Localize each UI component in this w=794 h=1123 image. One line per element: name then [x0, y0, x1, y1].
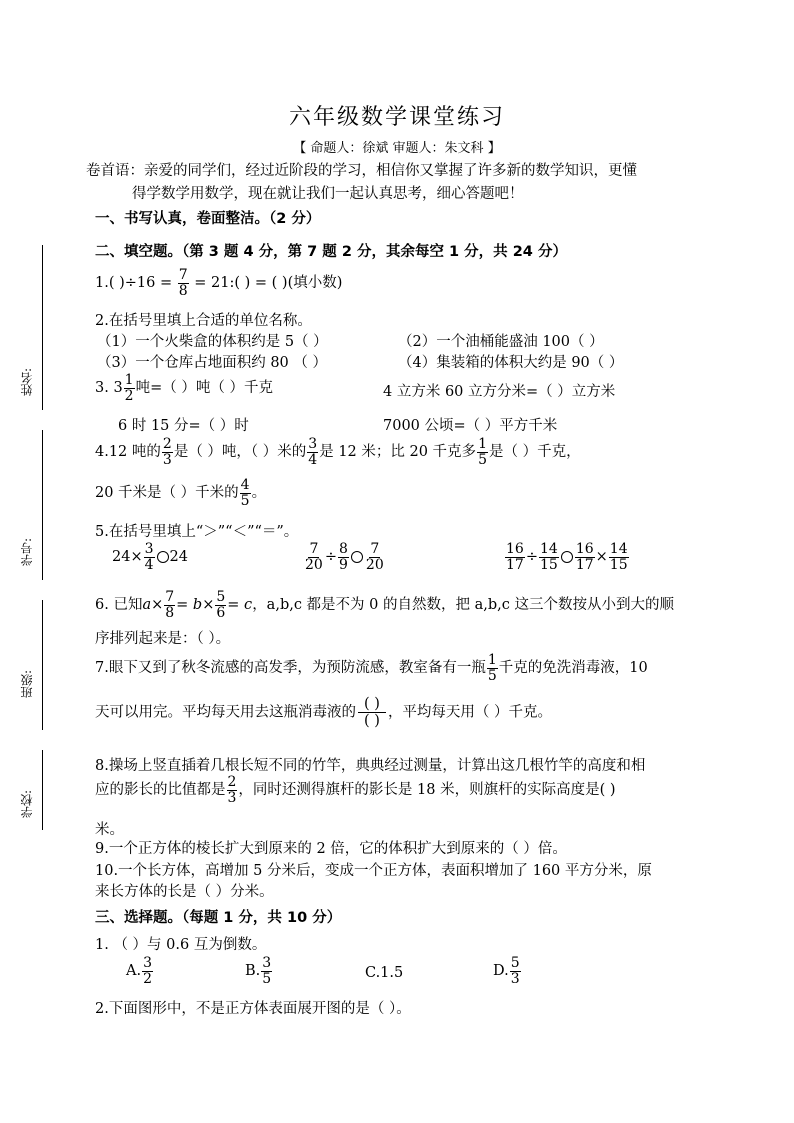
fraction: $\frac{4}{5}$: [240, 477, 250, 509]
question-8-line-3: 米。: [95, 822, 124, 838]
choice-1-option-d[interactable]: D. $\frac{5}{3}$: [493, 955, 520, 987]
fraction: $\frac{14}{15}$: [539, 541, 558, 573]
question-4-line-1: 4.12 吨的 $\frac{2}{3}$ 是（ ）吨，（ ）米的 $\frac{3}{4}$ 是 12 米；比 20 千克多 $\frac{1}{5}$ 是（ ）千克，: [95, 436, 581, 468]
question-8-line-2: 应的影长的比值都是 $\frac{2}{3}$ ，同时还测得旗杆的影长是 18 米，则旗杆的实际高度是( ): [95, 774, 616, 806]
fraction: $\frac{5}{3}$: [510, 955, 520, 987]
binding-line-4: [42, 750, 43, 830]
fraction: $\frac{7}{20}$: [305, 541, 323, 573]
question-2-stem: 2.在括号里填上合适的单位名称。: [95, 313, 312, 329]
choice-question-2-stem: 2.下面图形中，不是正方体表面展开图的是（ ）。: [95, 1001, 411, 1017]
fraction: $\frac{1}{2}$: [124, 372, 134, 404]
question-5-stem: 5.在括号里填上“＞”“＜”“＝”。: [95, 524, 299, 540]
fraction: $\frac{14}{15}$: [609, 541, 628, 573]
choice-1-option-b[interactable]: B. $\frac{3}{5}$: [245, 955, 272, 987]
section-3-heading: 三、选择题。（每题 1 分，共 10 分）: [95, 910, 342, 926]
fraction: $\frac{3}{2}$: [143, 955, 153, 987]
fraction: $\frac{2}{3}$: [227, 774, 237, 806]
page-title: 六年级数学课堂练习: [288, 105, 505, 130]
question-4-line-2: 20 千米是（ ）千米的 $\frac{4}{5}$ 。: [95, 477, 267, 509]
fraction: $\frac{8}{9}$: [338, 541, 348, 573]
question-6-line-1: 6. 已知a× $\frac{7}{8}$ = b× $\frac{5}{6}$ = c，a,b,c 都是不为 0 的自然数，把 a,b,c 这三个数按从小到大的顺: [95, 589, 674, 621]
section-1-heading: 一、书写认真，卷面整洁。（2 分）: [95, 211, 321, 227]
fraction: $\frac{7}{8}$: [178, 267, 188, 299]
question-3-d: 7000 公顷=（ ）平方千米: [383, 418, 558, 434]
compare-circle[interactable]: [561, 551, 573, 563]
section-2-heading: 二、填空题。（第 3 题 4 分，第 7 题 2 分，其余每空 1 分，共 24 分）: [95, 244, 567, 260]
question-2-item-1: （1）一个火柴盒的体积约是 5（ ）: [97, 334, 328, 350]
school-label: 学校:: [20, 790, 34, 819]
question-8-line-1: 8.操场上竖直插着几根长短不同的竹竿，典典经过测量，计算出这几根竹竿的高度和相: [95, 758, 646, 774]
choice-1-option-a[interactable]: A. $\frac{3}{2}$: [126, 955, 153, 987]
preface: [86, 160, 726, 206]
fraction: $\frac{2}{3}$: [162, 436, 172, 468]
fraction: $\frac{7}{8}$: [165, 589, 175, 621]
fraction: $\frac{16}{17}$: [575, 541, 594, 573]
question-3-a: 3. 3 $\frac{1}{2}$ 吨=（ ）吨（ ）千克: [95, 372, 273, 404]
question-5-expr-3: $\frac{16}{17}$ ÷ $\frac{14}{15}$ $\frac{16}{17}$ × $\frac{14}{15}$: [506, 541, 628, 573]
preface-line-2: 得学数学用数学，现在就让我们一起认真思考，细心答题吧！: [132, 186, 524, 202]
compare-circle[interactable]: [351, 551, 363, 563]
question-2-item-4: （4）集装箱的体积大约是 90（ ）: [398, 355, 624, 371]
question-5-expr-1: 24× $\frac{3}{4}$ 24: [112, 541, 188, 573]
fraction: $\frac{5}{6}$: [216, 589, 226, 621]
question-5-expr-2: $\frac{7}{20}$ ÷ $\frac{8}{9}$ $\frac{7}{20}$: [305, 541, 384, 573]
choice-1-option-c[interactable]: C.1.5: [365, 965, 404, 981]
fraction: $\frac{3}{4}$: [144, 541, 154, 573]
preface-line-1: 卷首语：亲爱的同学们，经过近阶段的学习，相信你又掌握了许多新的数学知识，更懂: [86, 163, 637, 179]
student-number-label: 学号:: [20, 538, 34, 567]
question-2-item-2: （2）一个油桶能盛油 100（ ）: [398, 334, 604, 350]
binding-line-1: [42, 245, 43, 410]
binding-line-2: [42, 430, 43, 580]
question-1: 1.( )÷16 = $\frac{7}{8}$ = 21:( ) = ( )(填小数): [95, 267, 343, 299]
name-label: 姓名:: [20, 368, 34, 397]
question-10-line-1: 10.一个长方体，高增加 5 分米后，变成一个正方体，表面积增加了 160 平方分米，原: [95, 863, 652, 879]
question-7-line-2: 天可以用完。平均每天用去这瓶消毒液的 ( ) ( ) ，平均每天用（ ）千克。: [95, 696, 553, 729]
binding-line-3: [42, 600, 43, 730]
class-label: 班级:: [20, 670, 34, 699]
choice-question-1-stem: 1. （ ）与 0.6 互为倒数。: [95, 937, 267, 953]
question-3-c: 6 时 15 分=（ ）时: [118, 418, 249, 434]
fraction: $\frac{3}{4}$: [308, 436, 318, 468]
blank-fraction[interactable]: ( ) ( ): [358, 696, 386, 729]
question-2-item-3: （3）一个仓库占地面积约 80 （ ）: [97, 355, 328, 371]
question-3-b: 4 立方米 60 立方分米=（ ）立方米: [383, 384, 616, 400]
question-6-line-2: 序排列起来是：（ ）。: [95, 631, 231, 647]
question-7-line-1: 7.眼下又到了秋冬流感的高发季，为预防流感，教室备有一瓶 $\frac{1}{5}$ 千克的免洗消毒液，10: [95, 652, 648, 684]
compare-circle[interactable]: [157, 551, 169, 563]
fraction: $\frac{1}{5}$: [487, 652, 497, 684]
question-9: 9.一个正方体的棱长扩大到原来的 2 倍，它的体积扩大到原来的（ ）倍。: [95, 841, 567, 857]
fraction: $\frac{1}{5}$: [478, 436, 487, 468]
authors-line: 【 命题人：徐斌 审题人：朱文科 】: [293, 141, 501, 156]
fraction: $\frac{7}{20}$: [365, 541, 384, 573]
question-10-line-2: 来长方体的长是（ ）分米。: [95, 884, 274, 900]
fraction: $\frac{16}{17}$: [506, 541, 524, 573]
fraction: $\frac{3}{5}$: [262, 955, 272, 987]
